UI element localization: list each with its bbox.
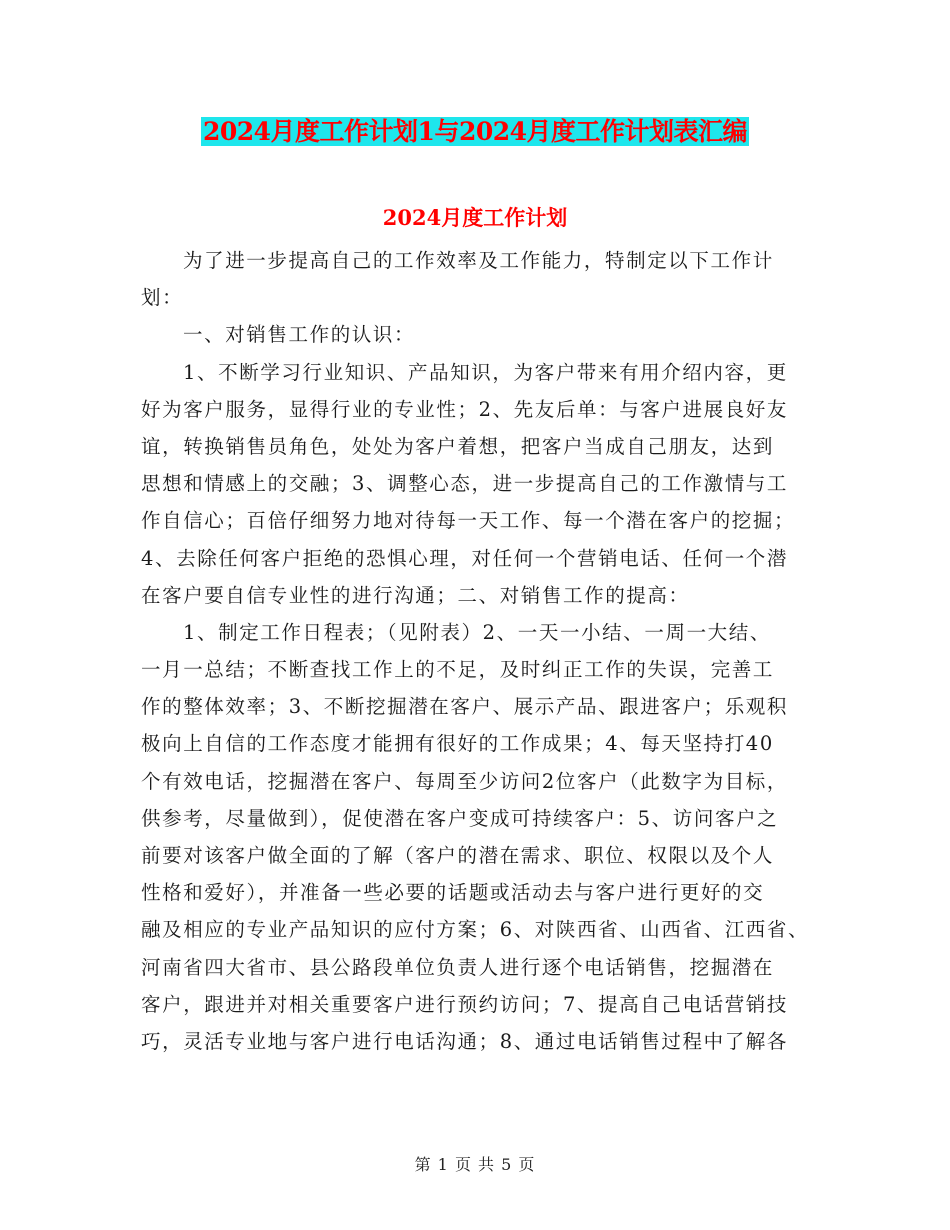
body-text-line: 划： [141, 286, 184, 310]
body-text-line: 谊，转换销售员角色，处处为客户着想，把客户当成自己朋友，达到 [141, 434, 775, 458]
body-text-line: 作的整体效率；3、不断挖掘潜在客户、展示产品、跟进客户；乐观积 [141, 695, 789, 719]
document-title [0, 112, 950, 152]
body-text-line: 在客户要自信专业性的进行沟通；二、对销售工作的提高： [141, 583, 690, 607]
document-body [141, 242, 821, 1060]
body-text-line: 一月一总结；不断查找工作上的不足，及时纠正工作的失误，完善工 [141, 658, 775, 682]
body-text-line: 巧，灵活专业地与客户进行电话沟通；8、通过电话销售过程中了解各 [141, 1029, 789, 1053]
body-text-line: 供参考，尽量做到），促使潜在客户变成可持续客户：5、访问客户之 [141, 806, 779, 830]
body-text-line: 个有效电话，挖掘潜在客户、每周至少访问2位客户（此数字为目标， [141, 769, 789, 793]
body-text-line: 1、制定工作日程表；（见附表）2、一天一小结、一周一大结、 [183, 620, 771, 644]
body-text-line: 4、去除任何客户拒绝的恐惧心理，对任何一个营销电话、任何一个潜 [141, 546, 789, 570]
body-text-line: 河南省四大省市、县公路段单位负责人进行逐个电话销售，挖掘潜在 [141, 955, 775, 979]
body-text-line: 极向上自信的工作态度才能拥有很好的工作成果；4、每天坚持打40 [141, 732, 774, 756]
section-title: 2024月度工作计划 [382, 205, 568, 230]
body-text-line: 思想和情感上的交融；3、调整心态，进一步提高自己的工作激情与工 [141, 472, 789, 496]
body-text-line: 好为客户服务，显得行业的专业性；2、先友后单：与客户进展良好友 [141, 397, 789, 421]
document-title-text: 2024月度工作计划1与2024月度工作计划表汇编 [202, 117, 748, 146]
body-text-line: 前要对该客户做全面的了解（客户的潜在需求、职位、权限以及个人 [141, 844, 775, 867]
body-text-line: 融及相应的专业产品知识的应付方案；6、对陕西省、山西省、江西省、 [141, 918, 810, 942]
body-text-line: 性格和爱好），并准备一些必要的话题或活动去与客户进行更好的交 [141, 881, 765, 905]
page-number-footer: 第 1 页 共 5 页 [414, 1155, 536, 1174]
body-text-line: 一、对销售工作的认识： [183, 323, 416, 347]
body-text-line: 客户，跟进并对相关重要客户进行预约访问；7、提高自己电话营销技 [141, 992, 789, 1016]
body-text-line: 作自信心；百倍仔细努力地对待每一天工作、每一个潜在客户的挖掘； [141, 509, 796, 533]
body-text-line: 为了进一步提高自己的工作效率及工作能力，特制定以下工作计 [183, 249, 774, 272]
body-text-line: 1、不断学习行业知识、产品知识，为客户带来有用介绍内容，更 [183, 360, 788, 384]
